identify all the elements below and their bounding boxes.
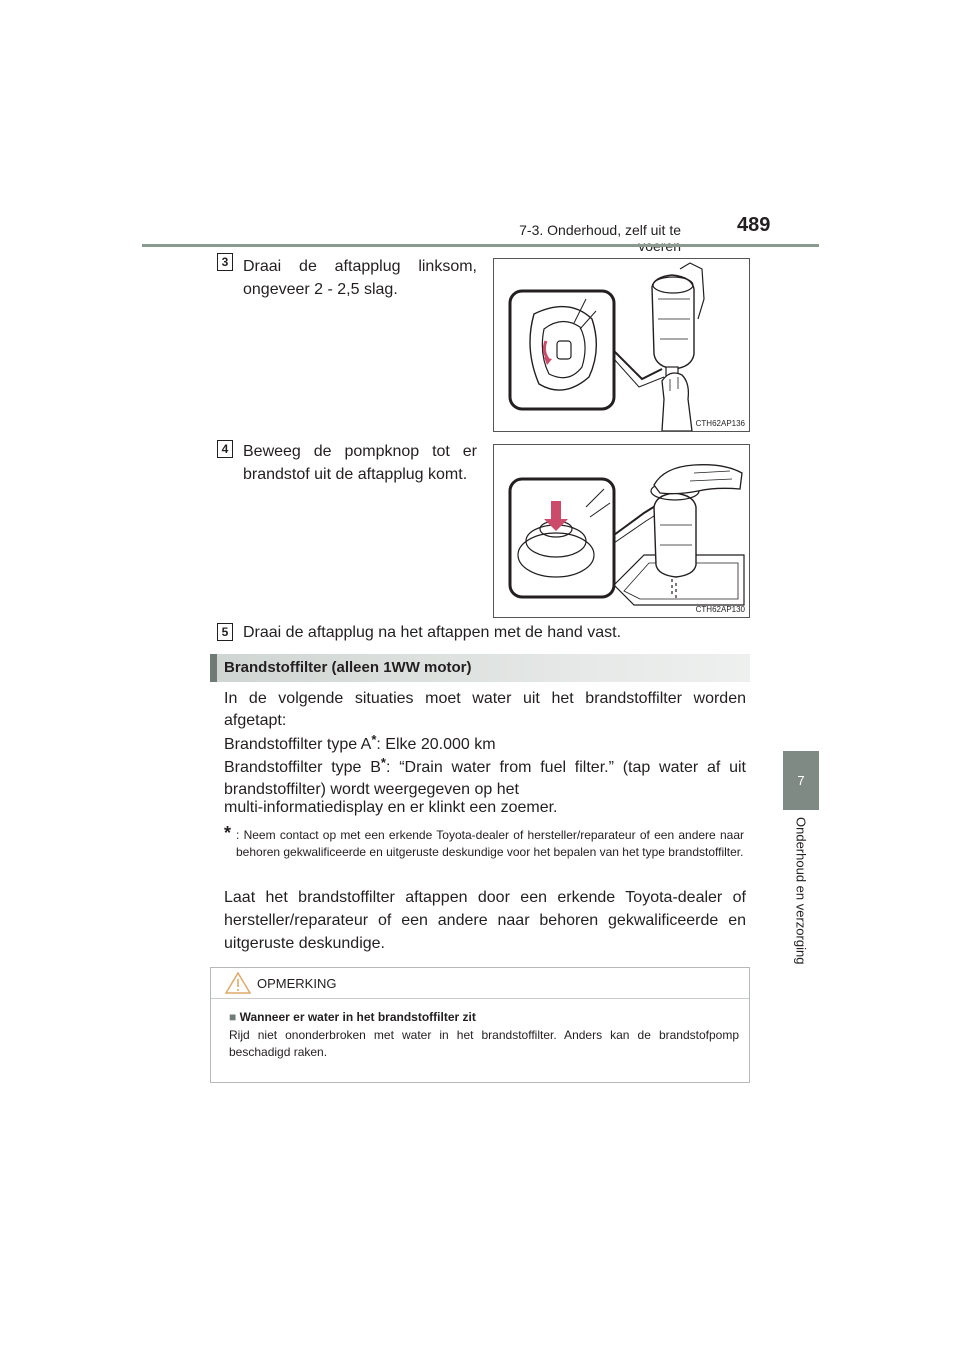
header-rule	[142, 244, 819, 247]
section-header-title: Brandstoffilter (alleen 1WW motor)	[224, 659, 472, 676]
type-a-label: Brandstoffilter type A	[224, 736, 372, 753]
caution-label: OPMERKING	[257, 976, 337, 991]
section-title: 7-3. Onderhoud, zelf uit te	[519, 222, 681, 238]
type-b-label: Brandstoffilter type B	[224, 759, 381, 776]
type-a-asterisk: *	[371, 732, 377, 747]
page-number: 489	[737, 214, 771, 236]
drain-plug-illustration	[494, 259, 749, 431]
section-intro: In de volgende situaties moet water uit het brandstoffilter worden afgetapt:	[224, 690, 746, 729]
caution-bullet: ■	[229, 1010, 237, 1024]
pump-knob-illustration	[494, 445, 749, 617]
type-b-continued: multi-informatiedisplay en er klinkt een zoemer.	[224, 799, 558, 816]
caution-box	[210, 967, 750, 1083]
chapter-side-label	[781, 817, 821, 989]
step-4-badge: 4	[217, 440, 233, 458]
caution-header	[211, 968, 749, 999]
figure-pump-knob	[493, 444, 750, 618]
warning-triangle-icon	[225, 972, 251, 994]
step-3-badge: 3	[217, 253, 233, 271]
footnote-text: : Neem contact op met een erkende Toyota-dealer of hersteller/reparateur of een andere naar behoren gekwalificeerde en uitgeruste deskundige voor het bepalen van het type brandstoffilter.	[236, 828, 744, 859]
step-5-badge: 5	[217, 623, 233, 641]
section-header-bar	[210, 654, 217, 682]
closing-text: Laat het brandstoffilter aftappen door een erkende Toyota-dealer of hersteller/reparateur of een andere naar behoren gekwalificeerde en uitgeruste deskundige.	[224, 889, 746, 952]
caution-item-text: Rijd niet ononderbroken met water in het brandstoffilter. Anders kan de brandstofpomp beschadigd raken.	[229, 1028, 739, 1059]
step-4-text: Beweeg de pompknop tot er brandstof uit de aftapplug komt.	[243, 443, 477, 483]
type-b-asterisk: *	[380, 755, 386, 770]
chapter-tab: 7	[783, 751, 819, 810]
type-b-value: : “Drain water from fuel filter.” (tap water af uit brandstoffilter) wordt weergegeven op het	[224, 759, 746, 798]
type-a-value: : Elke 20.000 km	[376, 736, 496, 753]
caution-item-title-text: Wanneer er water in het brandstoffilter zit	[239, 1010, 476, 1024]
section-header-band	[210, 654, 750, 682]
step-5-text: Draai de aftapplug na het aftappen met de hand vast.	[243, 624, 622, 641]
figure-code-4: CTH62AP130	[695, 605, 745, 614]
figure-drain-plug-turn	[493, 258, 750, 432]
caution-item-title	[229, 1010, 476, 1024]
step-3-text: Draai de aftapplug linksom, ongeveer 2 - 2,5 slag.	[243, 258, 477, 298]
type-b-line	[224, 752, 746, 801]
figure-code-3: CTH62AP136	[695, 419, 745, 428]
footnote-asterisk: *	[224, 823, 232, 843]
chapter-title: Onderhoud en verzorging	[793, 817, 809, 965]
